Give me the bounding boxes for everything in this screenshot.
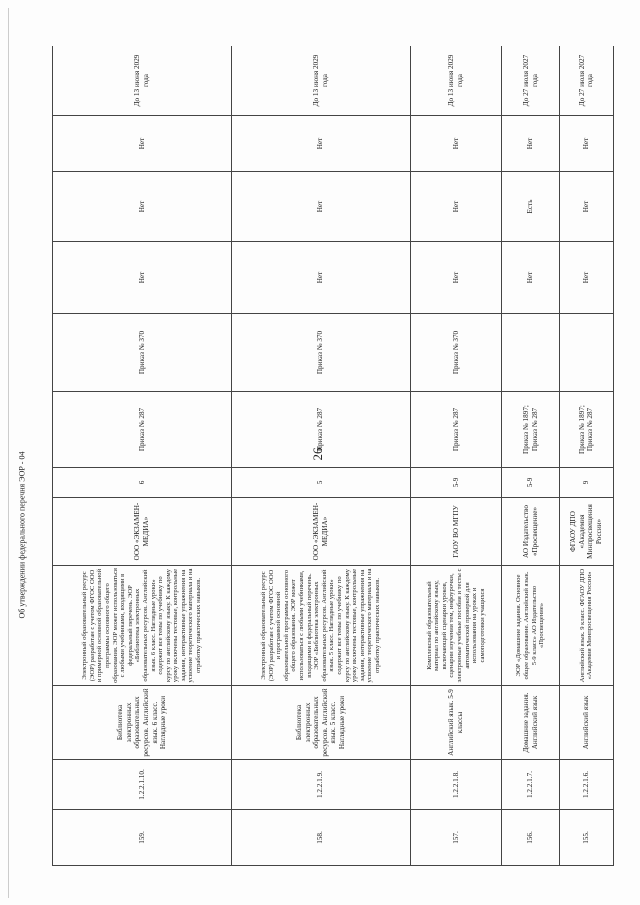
table-row [231, 46, 410, 866]
validity-term: До 13 июня 2029 года [410, 46, 502, 116]
row-code: 1.2.2.1.9. [231, 760, 410, 810]
footer-note: Об утверждении федерального перечня ЭОР - 04 [17, 451, 27, 619]
status-1: Нет [502, 242, 560, 314]
resource-name: Домашние задания. Английский язык [502, 686, 560, 760]
resource-description: Электронный образовательный ресурс (ЭОР) разработан с учетом ФГОС ООО и программой основной образовательной программы основного общего образования. ЭОР может использоваться с любыми учебниками, входящими в федеральный перечень. ЭОР «Библиотека электронных образовательных ресурсов. Английский язык. 5 класс. Наглядные уроки» содержит все темы по учебнику по курсу по английскому языку. К каждому уроку включены тестовые, контрольные задания, интерактивные упражнения на усвоение теоретического материала и на отработку практических навыков. [231, 566, 410, 686]
approval-order-2 [502, 314, 560, 392]
status-3: Нет [559, 116, 613, 172]
scan-edge [8, 8, 9, 898]
status-2: Есть [502, 172, 560, 242]
resource-name: Английский язык. 5-9 классы [410, 686, 502, 760]
status-2: Нет [53, 172, 232, 242]
status-2: Нет [231, 172, 410, 242]
approval-order: Приказ № 1897; Приказ № 287 [559, 392, 613, 468]
validity-term: До 27 июля 2027 года [502, 46, 560, 116]
validity-term: До 13 июня 2029 года [53, 46, 232, 116]
status-3: Нет [53, 116, 232, 172]
resource-developer: ГАОУ ВО МГПУ [410, 498, 502, 566]
approval-order: Приказ № 287 [410, 392, 502, 468]
approval-order-2: Приказ № 370 [231, 314, 410, 392]
status-2: Нет [559, 172, 613, 242]
approval-order: Приказ № 1897; Приказ № 287 [502, 392, 560, 468]
resource-name: Английский язык [559, 686, 613, 760]
validity-term: До 27 июля 2027 года [559, 46, 613, 116]
eor-table [52, 46, 614, 866]
resource-description: Комплексный образовательный материал по английскому языку, включающий сценарии уроков, сценарии изучения тем, инфоурочки, электронные учебные пособия и тесты с автоматической проверкой для использования на уроках и самоподготовки учащихся [410, 566, 502, 686]
status-3: Нет [502, 116, 560, 172]
resource-grades: 5-9 [502, 468, 560, 498]
row-code: 1.2.2.1.8. [410, 760, 502, 810]
resource-developer: ООО «ЭКЗАМЕН-МЕДИА» [231, 498, 410, 566]
resource-developer: ФГАОУ ДПО «Академия Минпросвещения России» [559, 498, 613, 566]
row-code: 1.2.2.1.7. [502, 760, 560, 810]
table-row [410, 46, 502, 866]
row-code: 1.2.2.1.10. [53, 760, 232, 810]
table-row [53, 46, 232, 866]
table-frame [52, 46, 614, 866]
resource-description: Электронный образовательный ресурс (ЭОР) разработан с учетом ФГОС ООО и примерной основной образовательной программы основного общего образования. ЭОР может использоваться с любыми учебниками, входящими в федеральный перечень. ЭОР «Библиотека электронных образовательных ресурсов. Английский язык. 6 класс. Наглядные уроки» содержит все темы по учебнику по курсу по английскому языку. К каждому уроку включены тестовые, контрольные задания, интерактивные упражнения на усвоение теоретического материала и на отработку практических навыков. [53, 566, 232, 686]
status-2: Нет [410, 172, 502, 242]
resource-name: Библиотека электронных образовательных ресурсов. Английский язык. 5 класс. Наглядные уроки [231, 686, 410, 760]
status-3: Нет [410, 116, 502, 172]
table-row [559, 46, 613, 866]
resource-grades: 5-9 [410, 468, 502, 498]
resource-name: Библиотека электронных образовательных ресурсов. Английский язык. 6 класс. Наглядные уроки [53, 686, 232, 760]
status-1: Нет [410, 242, 502, 314]
resource-developer: ООО «ЭКЗАМЕН-МЕДИА» [53, 498, 232, 566]
status-1: Нет [53, 242, 232, 314]
table-row [502, 46, 560, 866]
approval-order-2: Приказ № 370 [410, 314, 502, 392]
status-3: Нет [231, 116, 410, 172]
table-rotation [52, 46, 614, 866]
row-number: 158. [231, 810, 410, 866]
status-1: Нет [231, 242, 410, 314]
row-number: 159. [53, 810, 232, 866]
row-number: 157. [410, 810, 502, 866]
resource-description: Английский язык. 9 класс. ФГАОУ ДПО «Академия Минпросвещения России» [559, 566, 613, 686]
page-number: 26 [310, 447, 325, 461]
resource-grades: 9 [559, 468, 613, 498]
row-number: 155. [559, 810, 613, 866]
resource-developer: АО Издательство «Просвещение» [502, 498, 560, 566]
approval-order: Приказ № 287 [53, 392, 232, 468]
resource-grades: 5 [231, 468, 410, 498]
status-1: Нет [559, 242, 613, 314]
approval-order-2: Приказ № 370 [53, 314, 232, 392]
row-code: 1.2.2.1.6. [559, 760, 613, 810]
resource-description: ЭОР «Домашние задания. Основное общее образование. Английский язык. 5-9 класс» АО Издательство «Просвещение» [502, 566, 560, 686]
row-number: 156. [502, 810, 560, 866]
approval-order-2 [559, 314, 613, 392]
resource-grades: 6 [53, 468, 232, 498]
validity-term: До 13 июня 2029 года [231, 46, 410, 116]
approval-order: Приказ № 287 [231, 392, 410, 468]
